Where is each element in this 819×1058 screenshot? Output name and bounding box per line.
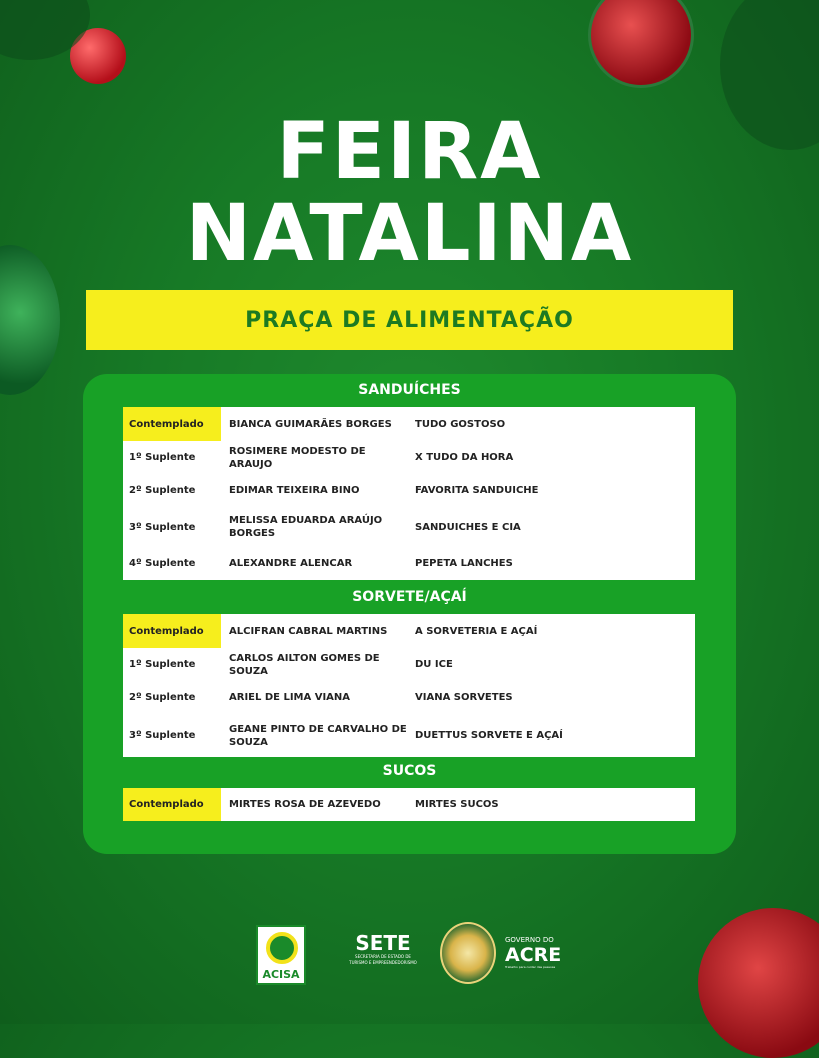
governo-slogan: Trabalho para cuidar das pessoas <box>505 965 556 969</box>
section-title-sorvete-acai: SORVETE/AÇAÍ <box>352 589 467 605</box>
title-line-1: FEIRA <box>276 107 543 197</box>
role-cell: 4º Suplente <box>129 558 196 569</box>
acre-coat-of-arms-icon <box>440 922 496 984</box>
name-cell: BIANCA GUIMARÃES BORGES <box>229 418 392 430</box>
acre-label: ACRE <box>505 944 562 966</box>
table-row <box>123 788 695 821</box>
section-title-sanduiches: SANDUÍCHES <box>358 382 461 398</box>
table-row <box>123 714 695 757</box>
sete-subtitle-2: TURISMO E EMPREENDEDORISMO <box>349 960 417 965</box>
section-banner: PRAÇA DE ALIMENTAÇÃO <box>86 290 733 350</box>
name-cell: MELISSA EDUARDA ARAÚJO BORGES <box>229 515 383 539</box>
footer-logos <box>0 922 819 992</box>
role-cell: 2º Suplente <box>129 692 196 703</box>
business-cell: DUETTUS SORVETE E AÇAÍ <box>415 730 563 741</box>
role-cell: 1º Suplente <box>129 452 196 463</box>
sete-logo <box>342 932 424 982</box>
role-cell: 1º Suplente <box>129 659 196 670</box>
table-sanduiches <box>123 407 695 580</box>
role-cell: Contemplado <box>123 614 221 648</box>
sete-subtitle-1: SECRETARIA DE ESTADO DE <box>355 954 411 959</box>
ornament-top-right-icon <box>588 0 694 88</box>
business-cell: X TUDO DA HORA <box>415 452 514 463</box>
table-row <box>123 441 695 474</box>
business-cell: A SORVETERIA E AÇAÍ <box>415 625 538 637</box>
table-sucos <box>123 788 695 821</box>
name-cell: EDIMAR TEIXEIRA BINO <box>229 485 360 496</box>
role-cell: Contemplado <box>123 788 221 821</box>
sete-title: SETE <box>355 931 411 955</box>
name-cell: MIRTES ROSA DE AZEVEDO <box>229 799 381 810</box>
title-line-2: NATALINA <box>185 189 634 279</box>
governo-label: GOVERNO DO <box>505 936 554 944</box>
business-cell: MIRTES SUCOS <box>415 799 499 810</box>
name-cell: ALEXANDRE ALENCAR <box>229 558 353 569</box>
business-cell: VIANA SORVETES <box>415 692 513 703</box>
role-cell: 3º Suplente <box>129 730 196 741</box>
governo-acre-logo <box>505 936 585 986</box>
table-sorvete-acai <box>123 614 695 757</box>
table-row <box>123 681 695 714</box>
name-cell: CARLOS AILTON GOMES DE SOUZA <box>229 652 380 677</box>
business-cell: PEPETA LANCHES <box>415 558 513 569</box>
business-cell: SANDUICHES E CIA <box>415 521 521 533</box>
business-cell: FAVORITA SANDUICHE <box>415 485 539 496</box>
acisa-logo <box>256 925 306 985</box>
table-row <box>123 614 695 648</box>
role-cell: Contemplado <box>123 407 221 441</box>
business-cell: DU ICE <box>415 659 453 670</box>
table-row <box>123 407 695 441</box>
role-cell: 3º Suplente <box>129 521 196 533</box>
name-cell: ROSIMERE MODESTO DE ARAUJO <box>229 445 366 470</box>
results-panel <box>83 374 736 854</box>
table-row <box>123 474 695 507</box>
table-row <box>123 547 695 580</box>
table-row <box>123 648 695 681</box>
acisa-label: ACISA <box>262 968 300 981</box>
name-cell: ALCIFRAN CABRAL MARTINS <box>229 625 388 637</box>
acisa-emblem-icon <box>266 932 298 964</box>
section-title-sucos: SUCOS <box>382 763 437 779</box>
business-cell: TUDO GOSTOSO <box>415 418 506 430</box>
name-cell: GEANE PINTO DE CARVALHO DE SOUZA <box>229 723 407 748</box>
table-row <box>123 507 695 547</box>
role-cell: 2º Suplente <box>129 485 196 496</box>
name-cell: ARIEL DE LIMA VIANA <box>229 692 351 703</box>
